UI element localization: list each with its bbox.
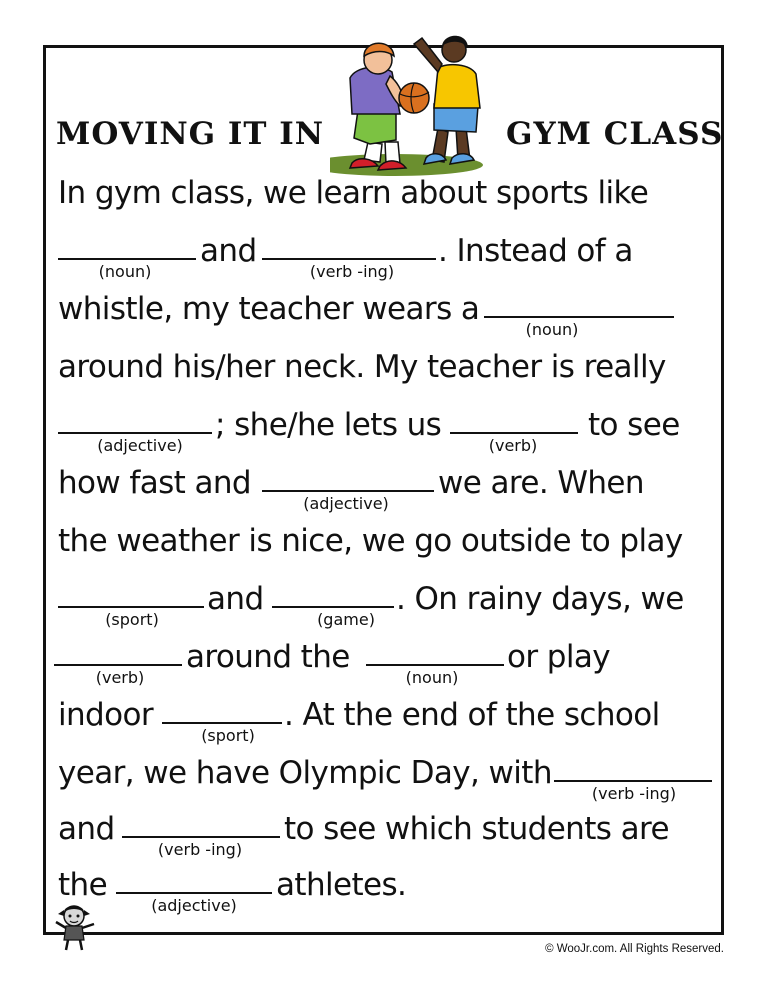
- story-line-9b: [507, 628, 610, 686]
- line-12-text-b: to see which students are: [284, 811, 669, 847]
- hint-verb-ing-12: (verb -ing): [157, 840, 243, 859]
- line-13-text-b: athletes.: [276, 867, 407, 903]
- line-9-text-a: around the: [186, 639, 350, 675]
- story-line-5a: [215, 396, 441, 454]
- story-line-1: [58, 164, 648, 222]
- blank-line-11[interactable]: [554, 780, 712, 782]
- line-3-text: whistle, my teacher wears a: [58, 291, 480, 327]
- line-6-text-a: how fast and: [58, 465, 252, 501]
- line-2-text-a: and: [200, 233, 257, 269]
- story-line-4: [58, 338, 666, 396]
- basketball-players-icon: [330, 28, 490, 180]
- story-line-7: [58, 512, 683, 570]
- line-5-text-b: to see: [588, 407, 680, 443]
- story-line-2b: [438, 222, 633, 280]
- line-7-text: the weather is nice, we go outside to play: [58, 523, 683, 559]
- hint-adjective-6: (adjective): [303, 494, 389, 513]
- blank-line-8a[interactable]: [58, 606, 204, 608]
- story-line-11: [58, 744, 552, 802]
- hint-verb-9: (verb): [95, 668, 145, 687]
- blank-line-8b[interactable]: [272, 606, 394, 608]
- blank-line-13[interactable]: [116, 892, 272, 894]
- copyright-text: © WooJr.com. All Rights Reserved.: [545, 943, 724, 955]
- line-6-text-b: we are. When: [438, 465, 644, 501]
- story-line-12a: [58, 800, 115, 858]
- line-4-text: around his/her neck. My teacher is really: [58, 349, 666, 385]
- line-12-text-a: and: [58, 811, 115, 847]
- line-11-text: year, we have Olympic Day, with: [58, 755, 552, 791]
- story-line-8a: [207, 570, 264, 628]
- hint-verb-ing-11: (verb -ing): [591, 784, 677, 803]
- story-line-8b: [396, 570, 684, 628]
- blank-line-6[interactable]: [262, 490, 434, 492]
- line-8-text-b: . On rainy days, we: [396, 581, 684, 617]
- blank-line-12[interactable]: [122, 836, 280, 838]
- title-left: MOVING IT IN: [56, 116, 325, 152]
- line-2-text-b: . Instead of a: [438, 233, 633, 269]
- hint-noun-9: (noun): [405, 668, 459, 687]
- story-line-3: [58, 280, 479, 338]
- hint-verb-5: (verb): [488, 436, 538, 455]
- line-13-text-a: the: [58, 867, 108, 903]
- story-line-6b: [438, 454, 644, 512]
- line-5-text-a: ; she/he lets us: [215, 407, 442, 443]
- story-line-10b: [284, 686, 660, 744]
- story-line-5b: [588, 396, 680, 454]
- blank-line-3[interactable]: [484, 316, 674, 318]
- blank-line-9b[interactable]: [366, 664, 504, 666]
- story-line-6a: [58, 454, 251, 512]
- blank-line-9a[interactable]: [54, 664, 182, 666]
- line-8-text-a: and: [207, 581, 264, 617]
- story-line-13b: [276, 856, 406, 914]
- blank-line-5a[interactable]: [58, 432, 212, 434]
- blank-line-2b[interactable]: [262, 258, 436, 260]
- hint-adjective-5: (adjective): [97, 436, 183, 455]
- story-line-10a: [58, 686, 153, 744]
- hint-noun: (noun): [98, 262, 152, 281]
- hint-verb-ing: (verb -ing): [309, 262, 395, 281]
- hint-sport-10: (sport): [201, 726, 255, 745]
- line-1-text: In gym class, we learn about sports like: [58, 175, 649, 211]
- blank-line-2a[interactable]: [58, 258, 196, 260]
- hint-sport-8: (sport): [105, 610, 159, 629]
- hint-game-8: (game): [317, 610, 375, 629]
- hint-noun-3: (noun): [525, 320, 579, 339]
- hint-adjective-13: (adjective): [151, 896, 237, 915]
- title-right: GYM CLASS: [506, 116, 724, 152]
- blank-line-10[interactable]: [162, 722, 282, 724]
- story-line-12b: [284, 800, 669, 858]
- line-10-text-a: indoor: [58, 697, 154, 733]
- blank-line-5b[interactable]: [450, 432, 578, 434]
- line-9-text-b: or play: [507, 639, 610, 675]
- line-10-text-b: . At the end of the school: [284, 697, 660, 733]
- kid-mascot-icon: [52, 902, 98, 952]
- story-line-2a: [200, 222, 257, 280]
- story-line-9a: [186, 628, 350, 686]
